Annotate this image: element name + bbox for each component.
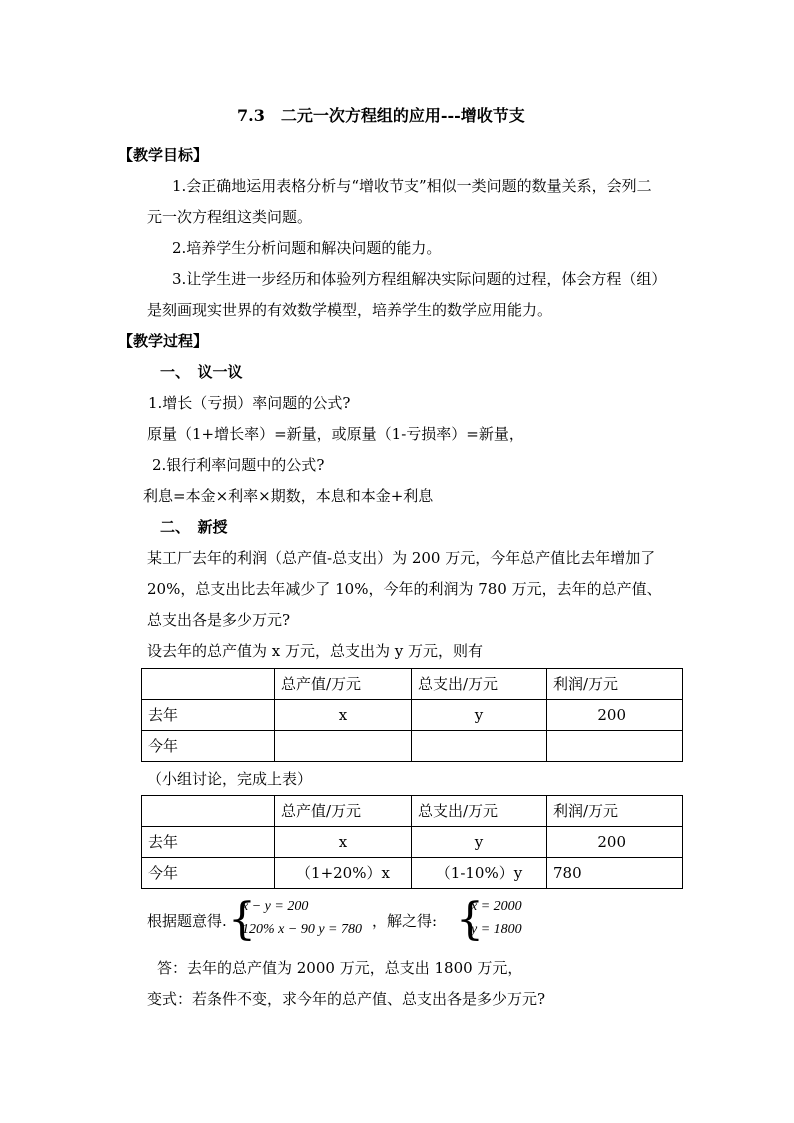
table-cell: x — [275, 700, 412, 731]
left-brace-icon: { — [228, 894, 256, 945]
table-header-cell: 总产值/万元 — [275, 669, 412, 700]
table-header-cell: 利润/万元 — [547, 796, 683, 827]
table-cell: 去年 — [142, 827, 275, 858]
new-lesson-header: 二、 新授 — [160, 518, 228, 536]
problem-line-3: 总支出各是多少万元? — [147, 611, 291, 629]
table-cell: 去年 — [142, 700, 275, 731]
discuss-question-1: 1.增长（亏损）率问题的公式? — [148, 394, 351, 412]
table-cell: （1-10%）y — [412, 858, 547, 889]
goal-1-line-1: 1.会正确地运用表格分析与“增收节支”相似一类问题的数量关系，会列二 — [172, 177, 652, 195]
discuss-question-2: 2.银行利率问题中的公式? — [152, 456, 325, 474]
table-cell — [547, 731, 683, 762]
table-header-cell: 总产值/万元 — [275, 796, 412, 827]
process-header: 【教学过程】 — [118, 332, 209, 350]
table-row — [142, 796, 683, 827]
table-cell: 200 — [547, 700, 683, 731]
table-cell: 今年 — [142, 858, 275, 889]
table-header-cell — [142, 669, 275, 700]
discuss-answer-2: 利息=本金×利率×期数，本息和本金+利息 — [143, 487, 434, 505]
table-row — [142, 700, 683, 731]
problem-line-2: 20%，总支出比去年减少了 10%，今年的利润为 780 万元，去年的总产值、 — [147, 580, 662, 598]
table-row — [142, 669, 683, 700]
table-header-cell: 总支出/万元 — [412, 669, 547, 700]
equation-1: x − y = 200 — [242, 899, 309, 914]
table-cell: 780 — [547, 858, 683, 889]
table-header-cell — [142, 796, 275, 827]
table-cell: 200 — [547, 827, 683, 858]
discuss-answer-1: 原量（1+增长率）=新量，或原量（1-亏损率）=新量， — [147, 425, 524, 443]
table-analysis-blank — [141, 668, 683, 762]
setup-text: 设去年的总产值为 x 万元，总支出为 y 万元，则有 — [147, 642, 484, 660]
problem-line-1: 某工厂去年的利润（总产值-总支出）为 200 万元，今年总产值比去年增加了 — [147, 549, 656, 567]
table-cell — [412, 731, 547, 762]
equation-2: 120% x − 90 y = 780 — [242, 922, 362, 937]
table-cell: x — [275, 827, 412, 858]
solution-label: 根据题意得. — [147, 912, 227, 930]
table-row — [142, 858, 683, 889]
table-analysis-filled — [141, 795, 683, 889]
solution-y: y = 1800 — [471, 922, 522, 937]
table-row — [142, 731, 683, 762]
table-cell: （1+20%）x — [275, 858, 412, 889]
left-brace-icon: { — [456, 894, 484, 945]
answer-text: 答：去年的总产值为 2000 万元，总支出 1800 万元， — [157, 959, 523, 977]
table-header-cell: 总支出/万元 — [412, 796, 547, 827]
discuss-header: 一、 议一议 — [160, 363, 243, 381]
table-cell: 今年 — [142, 731, 275, 762]
table-cell: y — [412, 700, 547, 731]
goal-1-line-2: 元一次方程组这类问题。 — [147, 208, 313, 226]
table-header-cell: 利润/万元 — [547, 669, 683, 700]
variant-text: 变式：若条件不变，求今年的总产值、总支出各是多少万元? — [147, 990, 546, 1008]
table-row — [142, 827, 683, 858]
solution-x: x = 2000 — [471, 899, 522, 914]
goal-2: 2.培养学生分析问题和解决问题的能力。 — [172, 239, 442, 257]
goals-header: 【教学目标】 — [118, 146, 209, 164]
goal-3-line-2: 是刻画现实世界的有效数学模型，培养学生的数学应用能力。 — [147, 301, 553, 319]
goal-3-line-1: 3.让学生进一步经历和体验列方程组解决实际问题的过程，体会方程（组） — [172, 270, 667, 288]
table-cell — [275, 731, 412, 762]
solve-label: ，解之得: — [372, 912, 438, 930]
table-cell: y — [412, 827, 547, 858]
group-discussion-note: （小组讨论，完成上表） — [147, 770, 313, 788]
page-title: 7.3 二元一次方程组的应用---增收节支 — [237, 106, 525, 125]
